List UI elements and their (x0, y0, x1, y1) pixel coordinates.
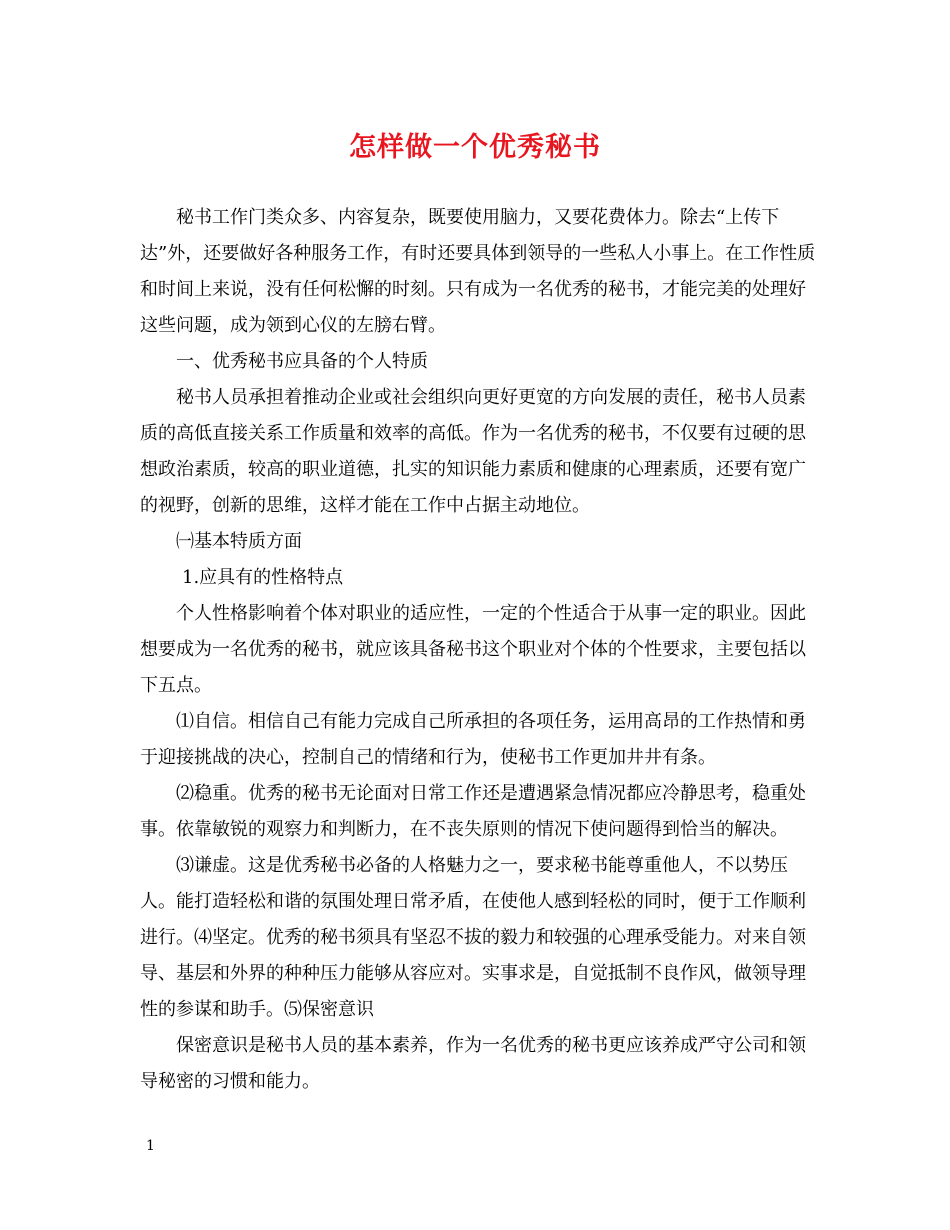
paragraph-modesty: ⑶谦虚。这是优秀秘书必备的人格魅力之一，要求秘书能尊重他人，不以势压人。能打造轻松和谐的氛围处理日常矛盾，在使他人感到轻松的同时，便于工作顺利进行。⑷坚定。优秀的秘书须具有坚忍不拔的毅力和较强的心理承受能力。对来自领导、基层和外界的种种压力能够从容应对。实事求是，自觉抵制不良作风，做领导理性的参谋和助手。⑸保密意识 (140, 855, 806, 1020)
page-number: 1 (146, 1138, 155, 1154)
paragraph-confidence: ⑴自信。相信自己有能力完成自己所承担的各项任务，运用高昂的工作热情和勇于迎接挑战的决心，控制自己的情绪和行为，使秘书工作更加井井有条。 (140, 711, 806, 768)
paragraph-personality: 个人性格影响着个体对职业的适应性，一定的个性适合于从事一定的职业。因此想要成为一名优秀的秘书，就应该具备秘书这个职业对个体的个性要求，主要包括以下五点。 (140, 603, 806, 696)
paragraph-intro: 秘书工作门类众多、内容复杂，既要使用脑力，又要花费体力。除去“上传下达”外，还要做好各种服务工作，有时还要具体到领导的一些私人小事上。在工作性质和时间上来说，没有任何松懈的时刻。只有成为一名优秀的秘书，才能完美的处理好这些问题，成为领到心仪的左膀右臂。 (140, 207, 816, 336)
item-heading: 1.应具有的性格特点 (182, 567, 344, 588)
paragraph-confidentiality: 保密意识是秘书人员的基本素养，作为一名优秀的秘书更应该养成严守公司和领导秘密的习惯和能力。 (140, 1035, 806, 1092)
section-heading-1: 一、优秀秘书应具备的个人特质 (176, 351, 428, 372)
paragraph-section-1: 秘书人员承担着推动企业或社会组织向更好更宽的方向发展的责任，秘书人员素质的高低直接关系工作质量和效率的高低。作为一名优秀的秘书，不仅要有过硬的思想政治素质，较高的职业道德，扎实的知识能力素质和健康的心理素质，还要有宽广的视野，创新的思维，这样才能在工作中占据主动地位。 (140, 387, 806, 516)
subsection-heading: ㈠基本特质方面 (176, 531, 302, 552)
document-title: 怎样做一个优秀秘书 (349, 132, 601, 163)
document-body (140, 200, 820, 1100)
paragraph-steadiness: ⑵稳重。优秀的秘书无论面对日常工作还是遭遇紧急情况都应冷静思考，稳重处事。依靠敏锐的观察力和判断力，在不丧失原则的情况下使问题得到恰当的解决。 (140, 783, 806, 840)
